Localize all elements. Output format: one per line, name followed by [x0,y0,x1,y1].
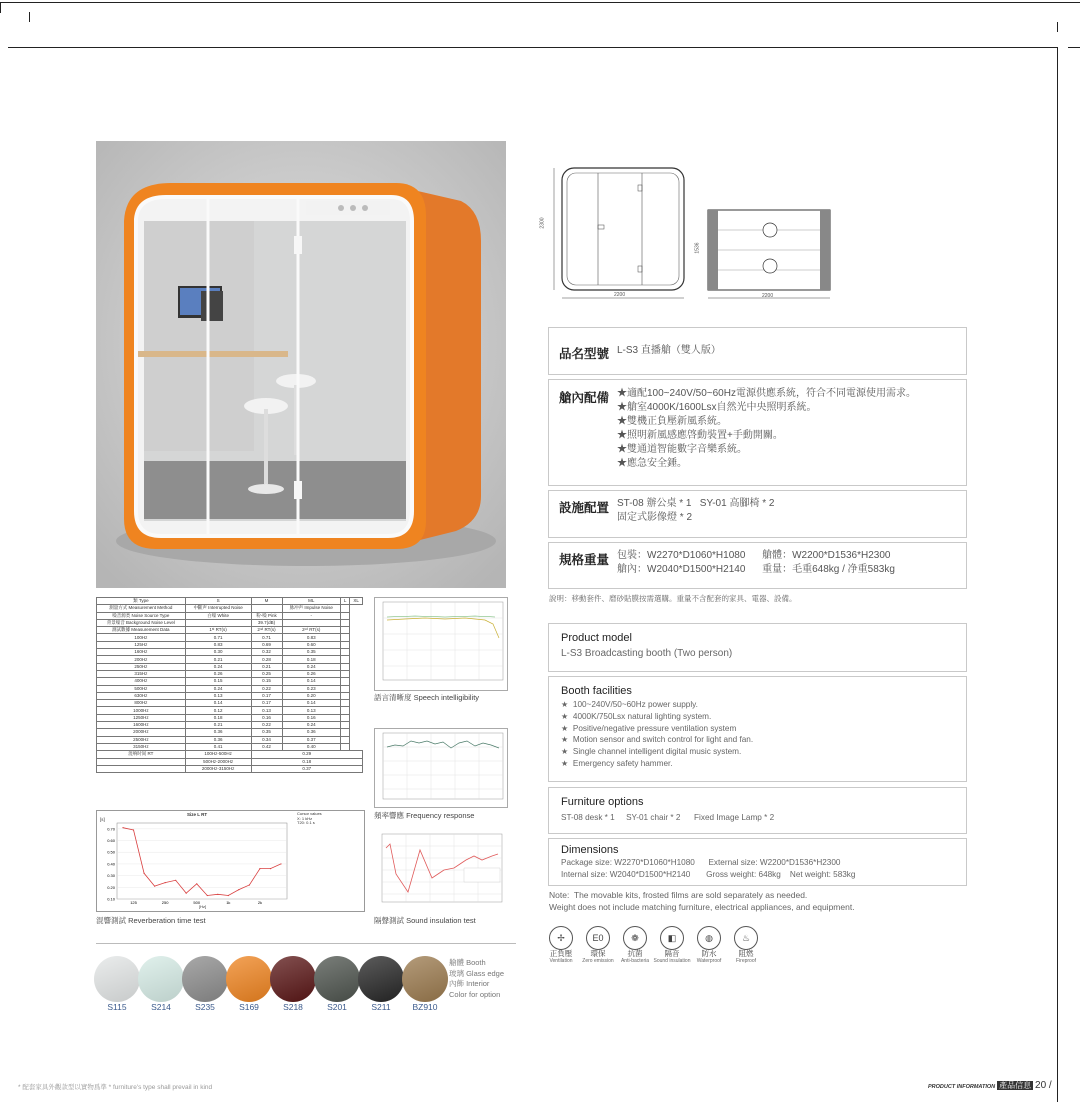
table-cell: 630Hz [97,692,186,699]
rt-point [217,894,218,895]
table-cell: 0.42 [251,743,282,750]
swatch-code: S169 [239,1002,259,1012]
table-row [97,736,363,743]
table-cell [97,758,186,765]
color-swatch-s169 [226,956,272,1002]
table-cell: 測試數據 Measurement Data [97,627,186,634]
table-cell: 0.28 [251,656,282,663]
table-cell: 800Hz [97,700,186,707]
table-cell: 0.35 [282,649,341,656]
table-cell: 0.13 [185,692,251,699]
table-cell: 0.30 [185,649,251,656]
table-cell: L [341,598,350,605]
rt-x-tick: 250 [161,900,169,905]
table-cell: 0.14 [282,700,341,707]
rt-point [207,895,208,896]
table-row [97,743,363,750]
table-cell [341,641,350,648]
table-cell: 2000Hz [97,729,186,736]
speech-caption: 語言清晰度 Speech intelligibility [374,693,480,702]
table-cell: 500Hz [97,685,186,692]
table-cell: 0.36 [185,729,251,736]
rt-point [154,886,155,887]
sound-insulation-icon: ◧ [660,926,684,950]
table-row [97,751,363,758]
table-cell: 0.16 [282,714,341,721]
table-cell: 2ⁿᵈ RT(s) [282,627,341,634]
table-cell [341,670,350,677]
table-cell: 噪音源类 Noise Source Type [97,612,186,619]
table-cell: 0.22 [251,722,282,729]
table-cell: 0.16 [251,714,282,721]
table-cell [341,722,350,729]
rt-point [238,889,239,890]
table-cell: 0.24 [282,663,341,670]
table-cell: 315Hz [97,670,186,677]
note-en: Note: The movable kits, frosted films are sold separately as needed. Weight does not include matching furniture, electrical appliances, and equipment. [549,890,855,912]
rt-point [143,873,144,874]
table-cell: 中斷声 Interrupted Noise [185,605,251,612]
rt-point [122,827,123,828]
rt-point [175,880,176,881]
table-cell [341,619,350,626]
feature-label: 隔音 Sound insulation [653,949,691,964]
rt-y-tick: 0.70 [107,826,115,832]
swatch-code: S218 [283,1002,303,1012]
feature-label: 環保 Zero emission [582,949,614,964]
table-cell [341,678,350,685]
rt-chart-cursor: Cursor values X: 1 kHz T20: 0.1 s [297,811,322,826]
front-height-dim: 2300 [539,217,546,229]
table-cell: 0.15 [251,678,282,685]
table-cell: 3150Hz [97,743,186,750]
table-cell: 0.14 [282,678,341,685]
table-cell: 0.18 [282,656,341,663]
rt-plot-frame [117,823,287,899]
table-cell: 0.17 [251,692,282,699]
table-cell: 0.18 [251,758,362,765]
reverb-caption: 混響測試 Reverberation time test [96,916,206,925]
table-cell: 100Hz [97,634,186,641]
table-cell: 0.21 [251,663,282,670]
table-cell [341,627,350,634]
swatch-legend: 艙體 Booth 玻璃 Glass edge 內飾 Interior Color for option [449,958,505,999]
rt-point [165,882,166,883]
table-row [97,627,363,634]
rt-y-tick: 0.10 [107,896,115,902]
top-width-dim: 2200 [762,293,774,299]
table-cell: S [185,598,251,605]
rt-y-tick: 0.30 [107,873,115,879]
table-cell: 0.83 [282,634,341,641]
rt-point [228,895,229,896]
spec-furniture-en: Furniture options ST-08 desk * 1 SY-01 chair * 2 Fixed Image Lamp * 2 [548,787,967,834]
rt-x-tick: 125 [130,900,137,905]
table-cell: 0.40 [282,743,341,750]
table-cell [341,605,350,612]
table-row [97,707,363,714]
rt-point [196,883,197,884]
table-row [97,605,363,612]
table-cell: 0.41 [185,743,251,750]
table-cell: 白噪 White [185,612,251,619]
rt-table [96,597,363,773]
table-row [97,634,363,641]
table-cell: 2000Hz-3150Hz [185,765,251,772]
rt-point [270,868,271,869]
table-cell [341,729,350,736]
table-cell: 0.32 [251,649,282,656]
table-cell: 160Hz [97,649,186,656]
spec-facility-zh: 設施配置 ST-08 辦公桌 * 1 SY-01 高腳椅 * 2 固定式影像燈 * 2 [548,490,967,538]
color-swatch-s201 [314,956,360,1002]
table-cell: 0.71 [185,634,251,641]
table-cell: 1000Hz [97,707,186,714]
rt-chart-ylabel: [s] [100,817,105,822]
top-drawing [694,200,840,305]
table-cell: 100Hz-500Hz [185,751,251,758]
table-cell: 0.25 [251,670,282,677]
rt-x-tick: 1k [226,900,231,905]
table-cell: 200Hz [97,656,186,663]
rt-y-tick: 0.20 [107,884,115,890]
table-cell: 400Hz [97,678,186,685]
table-row [97,678,363,685]
table-cell: M [251,598,282,605]
table-cell: XL [350,598,363,605]
spec-size-zh: 規格重量 包裝：W2270*D1060*H1080 艙體：W2200*D1536*H2300 艙內：W2040*D1500*H2140 重量：毛重648kg / 净重583kg [548,542,967,589]
table-cell [341,743,350,750]
front-width-dim: 2200 [614,292,626,298]
table-cell: 0.71 [251,634,282,641]
table-cell: 0.35 [251,729,282,736]
sound-chart [374,830,506,910]
swatch-code: S214 [151,1002,171,1012]
table-cell: 2500Hz [97,736,186,743]
table-cell [341,656,350,663]
footer-note: * 配套家具外觀款型以實物爲準 * furniture's type shall prevail in kind [18,1084,213,1091]
table-row [97,641,363,648]
table-cell: 0.60 [282,641,341,648]
table-row [97,692,363,699]
rt-y-tick: 0.50 [107,849,115,855]
color-swatch-s211 [358,956,404,1002]
swatch-code: S211 [371,1002,391,1012]
freq-chart [374,728,508,808]
table-cell: 0.37 [251,765,362,772]
rt-point [280,863,281,864]
spec-facilities-en: Booth facilities ★ 100~240V/50~60Hz power supply. ★ 4000K/750Lsx natural lighting system. ★ Positive/negative pressure ventilation system ★ Motion sensor and switch control for light and fan. ★ Single channel intelligent digital music system. ★ Emergency safety hammer. [548,676,967,782]
color-swatch-s214 [138,956,184,1002]
color-swatch-bz910 [402,956,448,1002]
table-cell: 0.23 [282,685,341,692]
rt-chart-title: Size L RT [187,812,208,817]
table-cell: ML [282,598,341,605]
swatch-code: S115 [107,1002,127,1012]
table-cell: 0.83 [185,641,251,648]
table-cell: 0.36 [282,729,341,736]
table-cell: 0.29 [251,751,362,758]
table-cell: 0.13 [251,707,282,714]
table-row [97,729,363,736]
table-cell: 1600Hz [97,722,186,729]
spec-model-zh: 品名型號 L-S3 直播艙（雙人版） [548,327,967,375]
table-cell [341,707,350,714]
ventilation-icon: ✢ [549,926,573,950]
footer-right: PRODUCT INFORMATION 產品信息 20 / [928,1080,1052,1091]
rt-y-tick: 0.60 [107,838,115,844]
table-cell: 0.24 [185,663,251,670]
color-swatch-s218 [270,956,316,1002]
note-zh: 說明：移動套件、磨砂貼膜按需選購。重量不含配套的家具、電器、設備。 [549,594,797,603]
table-cell [97,765,186,772]
rt-point [186,893,187,894]
table-row [97,685,363,692]
table-cell [341,649,350,656]
front-drawing [540,160,700,305]
table-cell: 1250Hz [97,714,186,721]
table-row [97,722,363,729]
rt-point [259,868,260,869]
spec-model-en: Product model L-S3 Broadcasting booth (Two person) [548,623,967,672]
top-depth-dim: 1536 [694,242,701,254]
table-row [97,656,363,663]
feature-label: 防水 Waterproof [696,949,722,964]
color-swatch-s235 [182,956,228,1002]
table-cell: 類 Type [97,598,186,605]
table-row [97,612,363,619]
anti-bacteria-icon: ❁ [623,926,647,950]
table-cell: 0.21 [185,722,251,729]
swatch-code: S201 [327,1002,347,1012]
spec-equipment-zh: 艙內配備 ★適配100~240V/50~60Hz電源供應系統，符合不同電源使用需求。 ★艙室4000K/1600Lsx自然光中央照明系統。 ★雙機正負壓新風系統。 ★照明新風感應啓動裝置+手動開關。 ★雙通道智能數字音樂系統。 ★應急安全錘。 [548,379,967,486]
table-cell: 0.69 [251,641,282,648]
table-cell [341,700,350,707]
table-cell: 0.26 [185,670,251,677]
freq-caption: 頻率響應 Frequency response [374,811,475,820]
table-cell [341,685,350,692]
table-cell [251,605,282,612]
rt-series-line [123,828,281,896]
table-cell: 粉-噪 Pink [251,612,282,619]
table-cell: 混响时间 RT [97,751,186,758]
table-row [97,649,363,656]
zero-emission-icon: E0 [586,926,610,950]
waterproof-icon: ◍ [697,926,721,950]
table-row [97,619,363,626]
table-cell: 1ˢᵗ RT(s) [185,627,251,634]
table-cell [341,714,350,721]
table-row [97,663,363,670]
table-row [97,765,363,772]
table-cell [341,663,350,670]
table-cell [341,634,350,641]
table-cell: 0.24 [282,722,341,729]
swatch-code: S235 [195,1002,215,1012]
rt-x-tick: 500 [193,900,201,905]
rt-chart-xlabel: [Hz] [199,904,207,909]
fireproof-icon: ♨ [734,926,758,950]
color-swatch-s115 [94,956,140,1002]
rt-chart [96,810,365,912]
rt-point [249,884,250,885]
table-cell: 0.18 [185,714,251,721]
table-cell: 125Hz [97,641,186,648]
rt-point [133,829,134,830]
rt-y-tick: 0.40 [107,861,115,867]
table-cell: 0.24 [185,685,251,692]
table-cell: 測量方式 Measurement Method [97,605,186,612]
table-cell: 0.36 [185,736,251,743]
table-cell: 0.26 [282,670,341,677]
table-cell: 0.12 [185,707,251,714]
booth-photo [96,141,506,588]
table-cell: 250Hz [97,663,186,670]
table-cell: 背景噪音 Background Noise Level [97,619,186,626]
table-cell [341,736,350,743]
sound-caption: 隔聲測試 Sound insulation test [374,916,476,925]
table-row [97,700,363,707]
table-cell: 0.15 [185,678,251,685]
feature-label: 正負壓 Ventilation [549,949,573,964]
table-row [97,714,363,721]
table-cell [341,612,350,619]
feature-label: 阻燃 Fireproof [735,949,756,964]
table-cell: 0.20 [282,692,341,699]
table-cell: 0.21 [185,656,251,663]
table-cell: 39.7(dB) [251,619,282,626]
table-cell: 脉冲声 Impulse Noise [282,605,341,612]
table-cell: 0.22 [251,685,282,692]
table-cell [341,692,350,699]
table-cell [185,619,251,626]
table-row [97,758,363,765]
table-cell [282,619,341,626]
table-cell: - [282,612,341,619]
swatch-code: BZ910 [412,1002,438,1012]
table-row [97,598,363,605]
rt-x-tick: 2k [257,900,263,905]
table-row [97,670,363,677]
feature-label: 抗菌 Anti-bacteria [620,949,650,964]
table-cell: 0.34 [251,736,282,743]
table-cell: 0.14 [185,700,251,707]
table-cell: 0.17 [251,700,282,707]
spec-dimensions-en: Dimensions Package size: W2270*D1060*H1080 External size: W2200*D1536*H2300 Internal size: W2040*D1500*H2140 Gross weight: 648kg Net weight: 583kg [548,838,967,886]
speech-chart [374,597,508,691]
table-cell: 500Hz-2000Hz [185,758,251,765]
table-cell: 2ⁿᵈ RT(s) [251,627,282,634]
table-cell: 0.37 [282,736,341,743]
table-cell: 0.13 [282,707,341,714]
